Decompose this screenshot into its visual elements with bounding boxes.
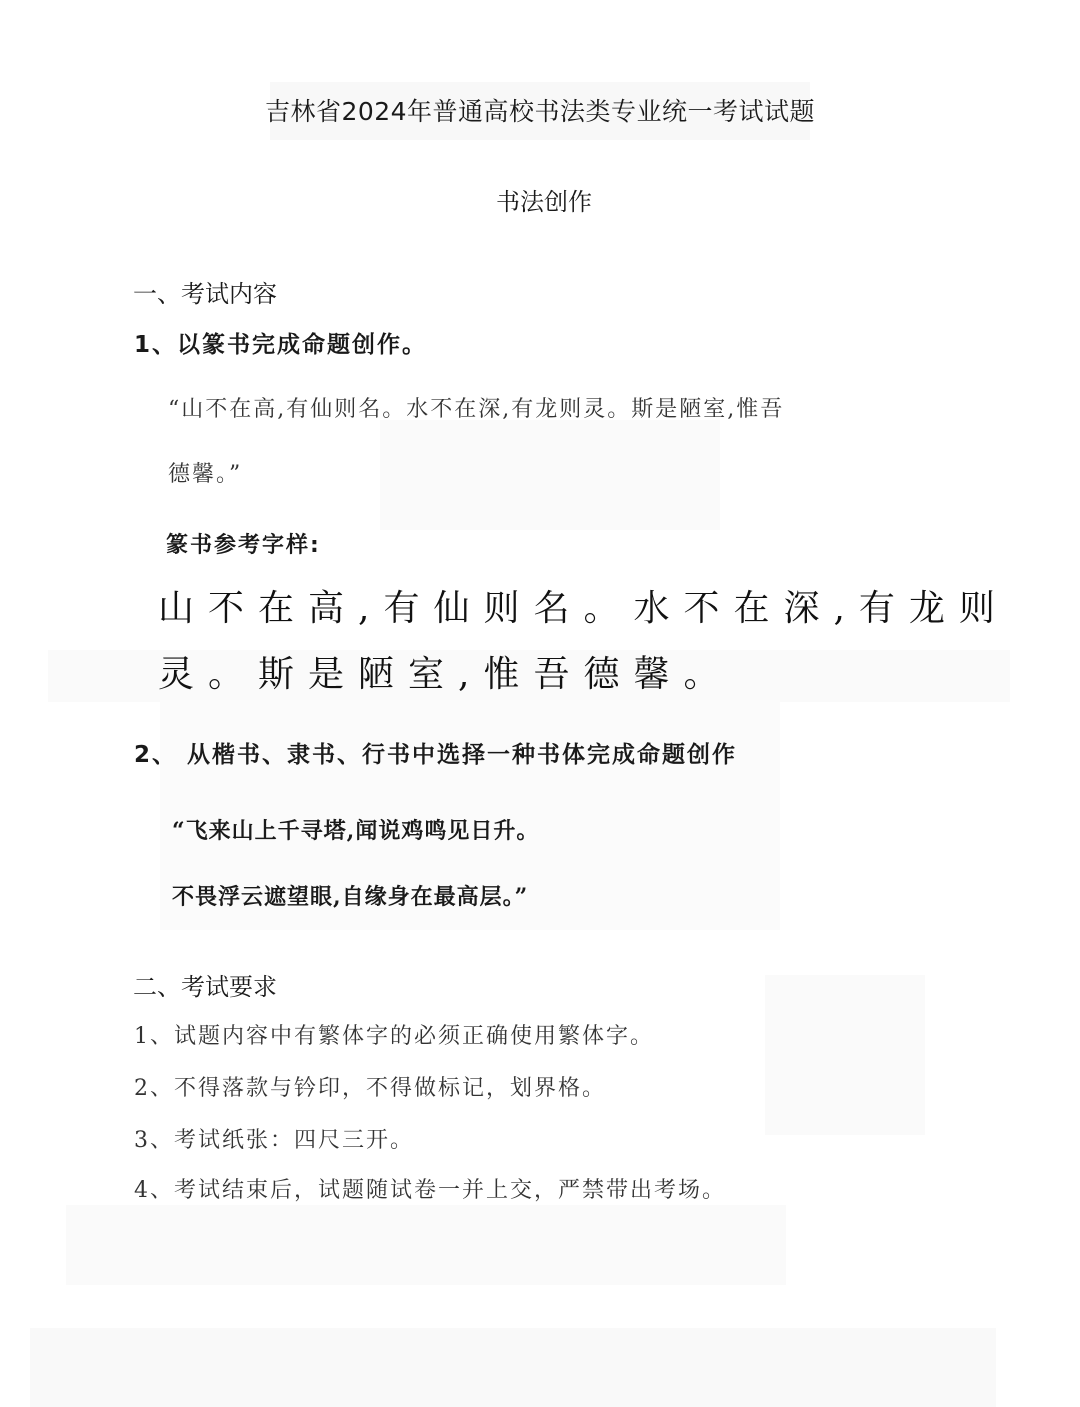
- scan-smudge: [66, 1205, 786, 1285]
- document-title: 吉林省2024年普通高校书法类专业统一考试试题: [264, 97, 816, 126]
- requirement-item: 2、不得落款与钤印，不得做标记，划界格。: [134, 1076, 606, 1101]
- task2-quote-line2: 不畏浮云遮望眼,自缘身在最高层。”: [172, 884, 529, 910]
- requirement-item: 3、考试纸张：四尺三开。: [134, 1128, 414, 1153]
- section2-heading: 二、考试要求: [133, 973, 277, 1001]
- section1-heading: 一、考试内容: [133, 280, 277, 308]
- task2-quote-line1: “飞来山上千寻塔,闻说鸡鸣见日升。: [172, 818, 540, 844]
- task2-instruction: 2、 从楷书、隶书、行书中选择一种书体完成命题创作: [134, 742, 738, 768]
- scan-smudge: [765, 975, 925, 1135]
- scan-smudge: [30, 1328, 996, 1407]
- requirement-item: 4、考试结束后，试题随试卷一并上交，严禁带出考场。: [134, 1178, 726, 1203]
- seal-script-sample-line1: 山不在高,有仙则名。水不在深,有龙则: [158, 588, 1009, 629]
- scan-smudge: [380, 420, 720, 530]
- document-subtitle: 书法创作: [496, 188, 592, 216]
- requirement-item: 1、试题内容中有繁体字的必须正确使用繁体字。: [134, 1024, 654, 1049]
- task1-quote-line2: 德馨。”: [168, 462, 243, 487]
- task1-quote-line1: “山不在高,有仙则名。水不在深,有龙则灵。斯是陋室,惟吾: [168, 397, 785, 422]
- task1-instruction: 1、以篆书完成命题创作。: [134, 332, 428, 358]
- seal-script-sample-line2: 灵。斯是陋室,惟吾德馨。: [158, 654, 734, 695]
- seal-reference-label: 篆书参考字样:: [166, 533, 321, 558]
